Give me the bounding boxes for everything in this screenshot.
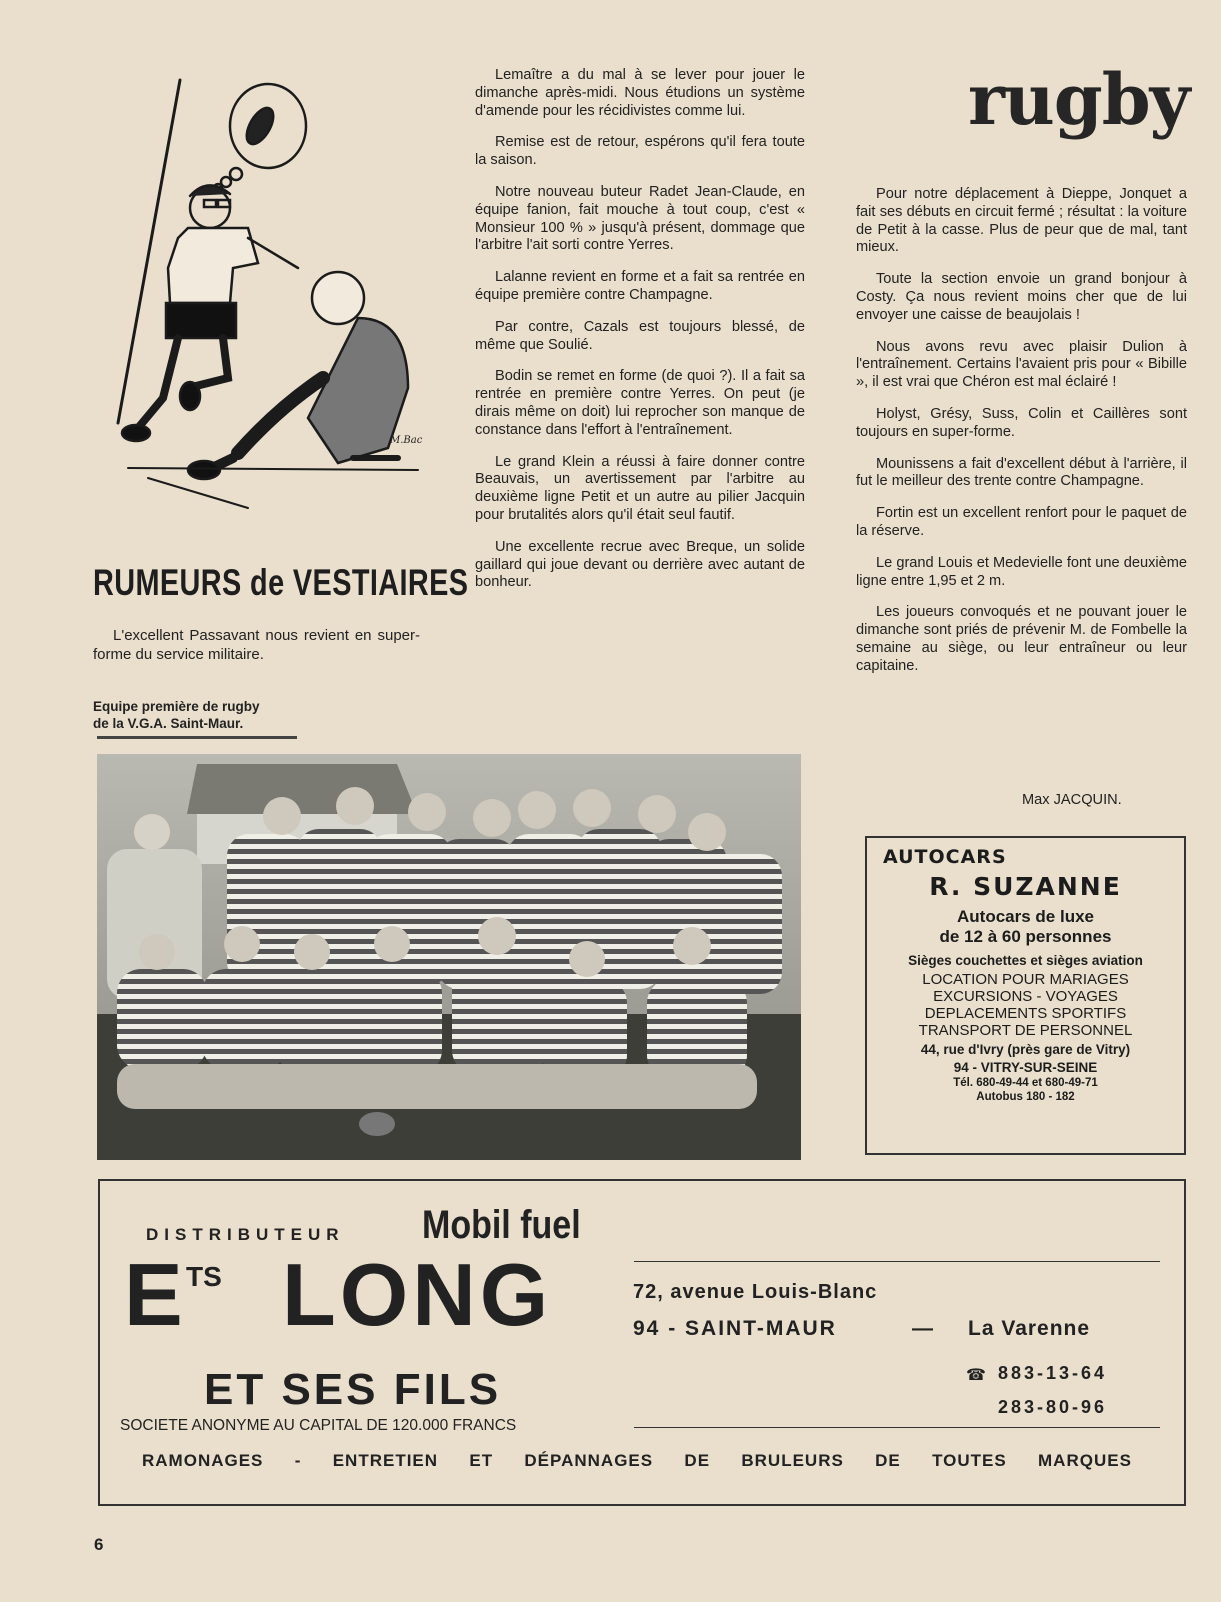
ad-name-e: E — [124, 1245, 183, 1344]
paragraph: Le grand Louis et Medevielle font une deuxième ligne entre 1,95 et 2 m. — [856, 554, 1187, 589]
caption-line-2: de la V.G.A. Saint-Maur. — [93, 716, 244, 731]
ad-address-dash: — — [912, 1317, 933, 1340]
advert-ets-long — [98, 1179, 1186, 1506]
ad-address-district: La Varenne — [968, 1317, 1091, 1340]
author-signature: Max JACQUIN. — [1022, 792, 1122, 808]
ad-service-word: ET — [469, 1451, 494, 1470]
ad-service-word: DE — [684, 1451, 711, 1470]
ad-seats-line: Sièges couchettes et sièges aviation — [908, 953, 1143, 968]
team-photo — [97, 754, 801, 1160]
ad-rule-bottom — [634, 1427, 1160, 1428]
column-middle — [475, 67, 805, 606]
ad-city: 94 - VITRY-SUR-SEINE — [953, 1060, 1098, 1075]
ad-rule-top — [634, 1261, 1160, 1262]
column-right — [856, 186, 1187, 690]
ad-fils: ET SES FILS — [204, 1365, 502, 1414]
ad-luxury-line: Autocars de luxe — [957, 907, 1094, 926]
caption-line-1: Equipe première de rugby — [93, 699, 260, 714]
ad-phone-1: 883-13-64 — [998, 1363, 1108, 1383]
caption-rule — [97, 736, 297, 739]
ad-societe: SOCIETE ANONYME AU CAPITAL DE 120.000 FRANCS — [120, 1417, 517, 1434]
ad-phone: Tél. 680-49-44 et 680-49-71 — [953, 1077, 1098, 1089]
rugby-cartoon-illustration — [108, 78, 428, 528]
advert-autocars — [865, 836, 1186, 1155]
paragraph: Toute la section envoie un grand bonjour à Costy. Ça nous revient moins cher que de lui envoyer une caisse de beaujolais ! — [856, 271, 1187, 323]
ad-service-word: - — [294, 1451, 302, 1470]
ad-company-name: R. SUZANNE — [929, 872, 1122, 901]
ad-service-line: DEPLACEMENTS SPORTIFS — [924, 1005, 1127, 1022]
paragraph: Pour notre déplacement à Dieppe, Jonquet a fait ses débuts en circuit fermé ; résultat : la voiture de Petit à la casse. Plus de peur que de mal, tant mieux. — [856, 186, 1187, 256]
ad-address-street: 72, avenue Louis-Blanc — [633, 1281, 878, 1303]
paragraph: Lemaître a du mal à se lever pour jouer le dimanche après-midi. Nous étudions un système d'amende pour les récidivistes comme lui. — [475, 67, 805, 119]
ad-service-word: DE — [875, 1451, 901, 1470]
ad-capacity-line: de 12 à 60 personnes — [939, 927, 1112, 946]
ad-address-city: 94 - SAINT-MAUR — [633, 1317, 837, 1340]
paragraph: Nous avons revu avec plaisir Dulion à l'entraînement. Certains l'avaient pris pour « Bibille », il est vrai que Chéron est mal éclairé ! — [856, 338, 1187, 391]
photo-caption — [93, 698, 260, 732]
paragraph: Mounissens a fait d'excellent début à l'arrière, il fut le meilleur des trente contre Champagne. — [856, 455, 1187, 490]
ad-address: 44, rue d'Ivry (près gare de Vitry) — [920, 1042, 1131, 1057]
ad-distributeur: DISTRIBUTEUR — [146, 1225, 345, 1244]
page-number: 6 — [94, 1535, 104, 1554]
phone-icon: ☎ — [966, 1367, 986, 1384]
ad-service-word: TOUTES — [932, 1451, 1007, 1470]
paragraph: Holyst, Grésy, Suss, Colin et Caillères sont toujours en super-forme. — [856, 405, 1187, 440]
ad-name-ts: TS — [186, 1261, 222, 1292]
ad-bus-lines: Autobus 180 - 182 — [976, 1091, 1075, 1103]
paragraph: Le grand Klein a réussi à faire donner contre Beauvais, un avertissement par l'arbitre au deuxième ligne Petit et un autre au pilier Jacquin pour brutalités alors qu'il était seul fautif. — [475, 453, 805, 523]
paragraph: Fortin est un excellent renfort pour le paquet de la réserve. — [856, 505, 1187, 539]
paragraph: Une excellente recrue avec Breque, un solide gaillard qui joue devant ou derrière avec autant de bonheur. — [475, 538, 805, 591]
ad-service-word: DÉPANNAGES — [524, 1451, 654, 1470]
article-heading: RUMEURS de VESTIAIRES — [93, 562, 469, 603]
ad-name-long: LONG — [282, 1245, 553, 1344]
paragraph: Par contre, Cazals est toujours blessé, de même que Soulié. — [475, 318, 805, 353]
ad-services — [142, 1451, 1132, 1471]
intro-paragraph: L'excellent Passavant nous revient en super-forme du service militaire. — [93, 627, 420, 663]
ad-service-word: ENTRETIEN — [332, 1451, 439, 1470]
ad-service-line: LOCATION POUR MARIAGES — [922, 971, 1129, 988]
ad-service-line: EXCURSIONS - VOYAGES — [933, 988, 1118, 1005]
ad-brand: Mobil fuel — [422, 1203, 581, 1247]
paragraph: Bodin se remet en forme (de quoi ?). Il a fait sa rentrée en première contre Yerres. On peut (je dirais même on doit) lui reprocher son manque de constance dans l'effort à l'entraînement. — [475, 368, 805, 438]
ad-service-word: BRULEURS — [741, 1451, 844, 1470]
paragraph: Lalanne revient en forme et a fait sa rentrée en équipe première contre Champagne. — [475, 269, 805, 303]
ad-autocars-label: AUTOCARS — [883, 846, 1007, 868]
ad-phone-2: 283-80-96 — [998, 1397, 1108, 1417]
cartoon-signature: M.Bac — [390, 435, 423, 446]
team-photo-illustration — [97, 754, 801, 1160]
paragraph: Remise est de retour, espérons qu'il fera toute la saison. — [475, 134, 805, 169]
ad-service-word: MARQUES — [1038, 1451, 1132, 1470]
section-title: rugby — [968, 58, 1190, 141]
ad-service-word: RAMONAGES — [142, 1451, 264, 1470]
ad-service-line: TRANSPORT DE PERSONNEL — [918, 1022, 1133, 1039]
paragraph: Notre nouveau buteur Radet Jean-Claude, en équipe fanion, fait mouche à tout coup, c'est « Monsieur 100 % » jusqu'à présent, dommage que l'arbitre l'ait sorti contre Yerres. — [475, 183, 805, 254]
paragraph: Les joueurs convoqués et ne pouvant jouer le dimanche sont priés de prévenir M. de Fombelle la semaine au siège, ou leur entraîneur ou leur capitaine. — [856, 604, 1187, 674]
